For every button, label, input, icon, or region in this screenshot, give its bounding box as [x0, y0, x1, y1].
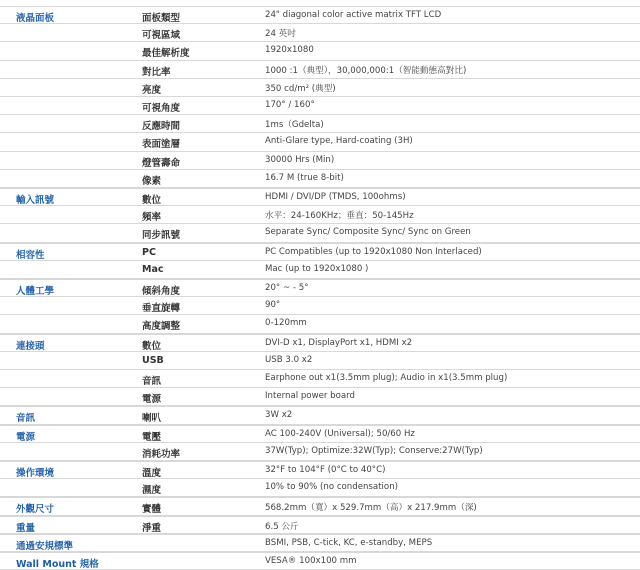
spec-key: 實體	[142, 504, 162, 516]
spec-value: HDMI / DVI/DP (TMDS, 100ohms)	[265, 192, 406, 202]
spec-value: 170° / 160°	[265, 100, 315, 110]
spec-key: 燈管壽命	[142, 157, 181, 169]
spec-value: 30000 Hrs (Min)	[265, 154, 335, 165]
spec-category: Wall Mount 規格	[16, 559, 99, 570]
spec-category: 外觀尺寸	[16, 504, 55, 516]
spec-value: Separate Sync/ Composite Sync/ Sync on Green	[265, 227, 471, 238]
spec-value: VESA® 100x100 mm	[265, 556, 357, 566]
spec-value: USB 3.0 x2	[265, 354, 313, 365]
spec-key: USB	[142, 354, 164, 366]
spec-category: 通過安規標準	[16, 540, 74, 552]
spec-key: 高度調整	[142, 321, 181, 333]
spec-key: 像素	[142, 175, 162, 187]
spec-category: 輸入訊號	[16, 195, 55, 206]
spec-key: PC	[142, 246, 156, 258]
spec-category: 相容性	[16, 249, 45, 261]
spec-row	[0, 6, 640, 24]
spec-value: BSMI, PSB, C-tick, KC, e-standby, MEPS	[265, 537, 433, 548]
spec-key: 對比率	[142, 66, 171, 78]
spec-row	[0, 297, 640, 315]
spec-key: 表面塗層	[142, 139, 181, 151]
spec-key: 最佳解析度	[142, 48, 190, 60]
spec-row	[0, 534, 640, 552]
spec-value: 90°	[265, 300, 281, 311]
spec-row	[0, 133, 640, 151]
spec-key: 面板類型	[142, 13, 181, 24]
spec-key: 濕度	[142, 485, 162, 497]
spec-row	[0, 152, 640, 170]
spec-row	[0, 261, 640, 279]
spec-key: 垂直旋轉	[142, 303, 181, 315]
spec-value: 10% to 90% (no condensation)	[265, 482, 398, 493]
spec-row	[0, 97, 640, 115]
spec-value: 16.7 M (true 8-bit)	[265, 172, 344, 183]
spec-row	[0, 552, 640, 570]
spec-value: Mac (up to 1920x1080 )	[265, 263, 369, 274]
spec-value: 0-120mm	[265, 318, 307, 329]
spec-row	[0, 224, 640, 242]
spec-value: PC Compatibles (up to 1920x1080 Non Interlaced)	[265, 246, 482, 257]
spec-row	[0, 315, 640, 333]
spec-value: DVI-D x1, DisplayPort x1, HDMI x2	[265, 337, 413, 348]
spec-row	[0, 497, 640, 515]
spec-row	[0, 61, 640, 79]
spec-value: 32°F to 104°F (0°C to 40°C)	[265, 465, 386, 475]
spec-category: 連接頭	[16, 340, 45, 352]
spec-value: 24" diagonal color active matrix TFT LCD	[265, 10, 442, 20]
spec-row	[0, 425, 640, 443]
spec-key: 消耗功率	[142, 448, 181, 460]
spec-value: 1000 :1（典型），30,000,000:1（智能動態高對比)	[265, 65, 467, 76]
spec-key: 傾斜角度	[142, 286, 181, 297]
spec-key: 數位	[142, 195, 162, 206]
spec-key: 喇叭	[142, 413, 162, 425]
spec-value: 37W(Typ); Optimize:32W(Typ); Conserve:27W(Typ)	[265, 445, 483, 456]
spec-row	[0, 279, 640, 297]
spec-key: 音訊	[142, 376, 162, 387]
spec-row	[0, 334, 640, 352]
spec-value: Anti-Glare type, Hard-coating (3H)	[265, 136, 413, 147]
spec-row	[0, 370, 640, 388]
spec-row	[0, 206, 640, 224]
spec-value: AC 100-240V (Universal); 50/60 Hz	[265, 428, 415, 439]
spec-value: Internal power board	[265, 391, 355, 402]
spec-row	[0, 115, 640, 133]
spec-category: 操作環境	[16, 468, 55, 479]
spec-key: 頻率	[142, 212, 162, 224]
spec-key: 可視角度	[142, 103, 181, 114]
spec-row	[0, 443, 640, 461]
spec-value: 568.2mm（寬）x 529.7mm（高）x 217.9mm（深)	[265, 503, 477, 514]
spec-value: 水平：24-160KHz；垂直：50-145Hz	[265, 211, 414, 222]
spec-key: Mac	[142, 263, 164, 275]
spec-value: 24 英吋	[265, 29, 296, 40]
spec-row	[0, 188, 640, 206]
spec-row	[0, 79, 640, 97]
spec-value: 350 cd/m² (典型)	[265, 83, 336, 94]
spec-row	[0, 170, 640, 188]
spec-row	[0, 42, 640, 60]
spec-category: 人體工學	[16, 286, 55, 297]
spec-key: 溫度	[142, 468, 162, 479]
spec-key: 亮度	[142, 84, 162, 96]
spec-key: 電源	[142, 394, 162, 406]
spec-value: 3W x2	[265, 410, 293, 421]
spec-value: 1920x1080	[265, 45, 314, 56]
spec-category: 液晶面板	[16, 13, 55, 24]
spec-key: 同步訊號	[142, 230, 181, 242]
spec-key: 反應時間	[142, 121, 181, 133]
spec-value: Earphone out x1(3.5mm plug); Audio in x1(3.5mm plug)	[265, 373, 508, 383]
spec-row	[0, 388, 640, 406]
spec-row	[0, 352, 640, 370]
spec-row	[0, 479, 640, 497]
spec-value: 1ms（Gdelta)	[265, 120, 324, 131]
spec-key: 數位	[142, 340, 162, 352]
spec-row	[0, 406, 640, 424]
spec-row	[0, 243, 640, 261]
spec-category: 音訊	[16, 413, 36, 425]
spec-key: 電壓	[142, 431, 162, 443]
spec-row	[0, 461, 640, 479]
spec-row	[0, 24, 640, 42]
spec-key: 可視區域	[142, 30, 181, 42]
spec-value: 6.5 公斤	[265, 521, 299, 532]
spec-row	[0, 516, 640, 534]
spec-value: 20° ~ - 5°	[265, 283, 309, 293]
spec-category: 電源	[16, 431, 36, 443]
spec-key: 淨重	[142, 522, 162, 534]
spec-category: 重量	[16, 522, 36, 534]
